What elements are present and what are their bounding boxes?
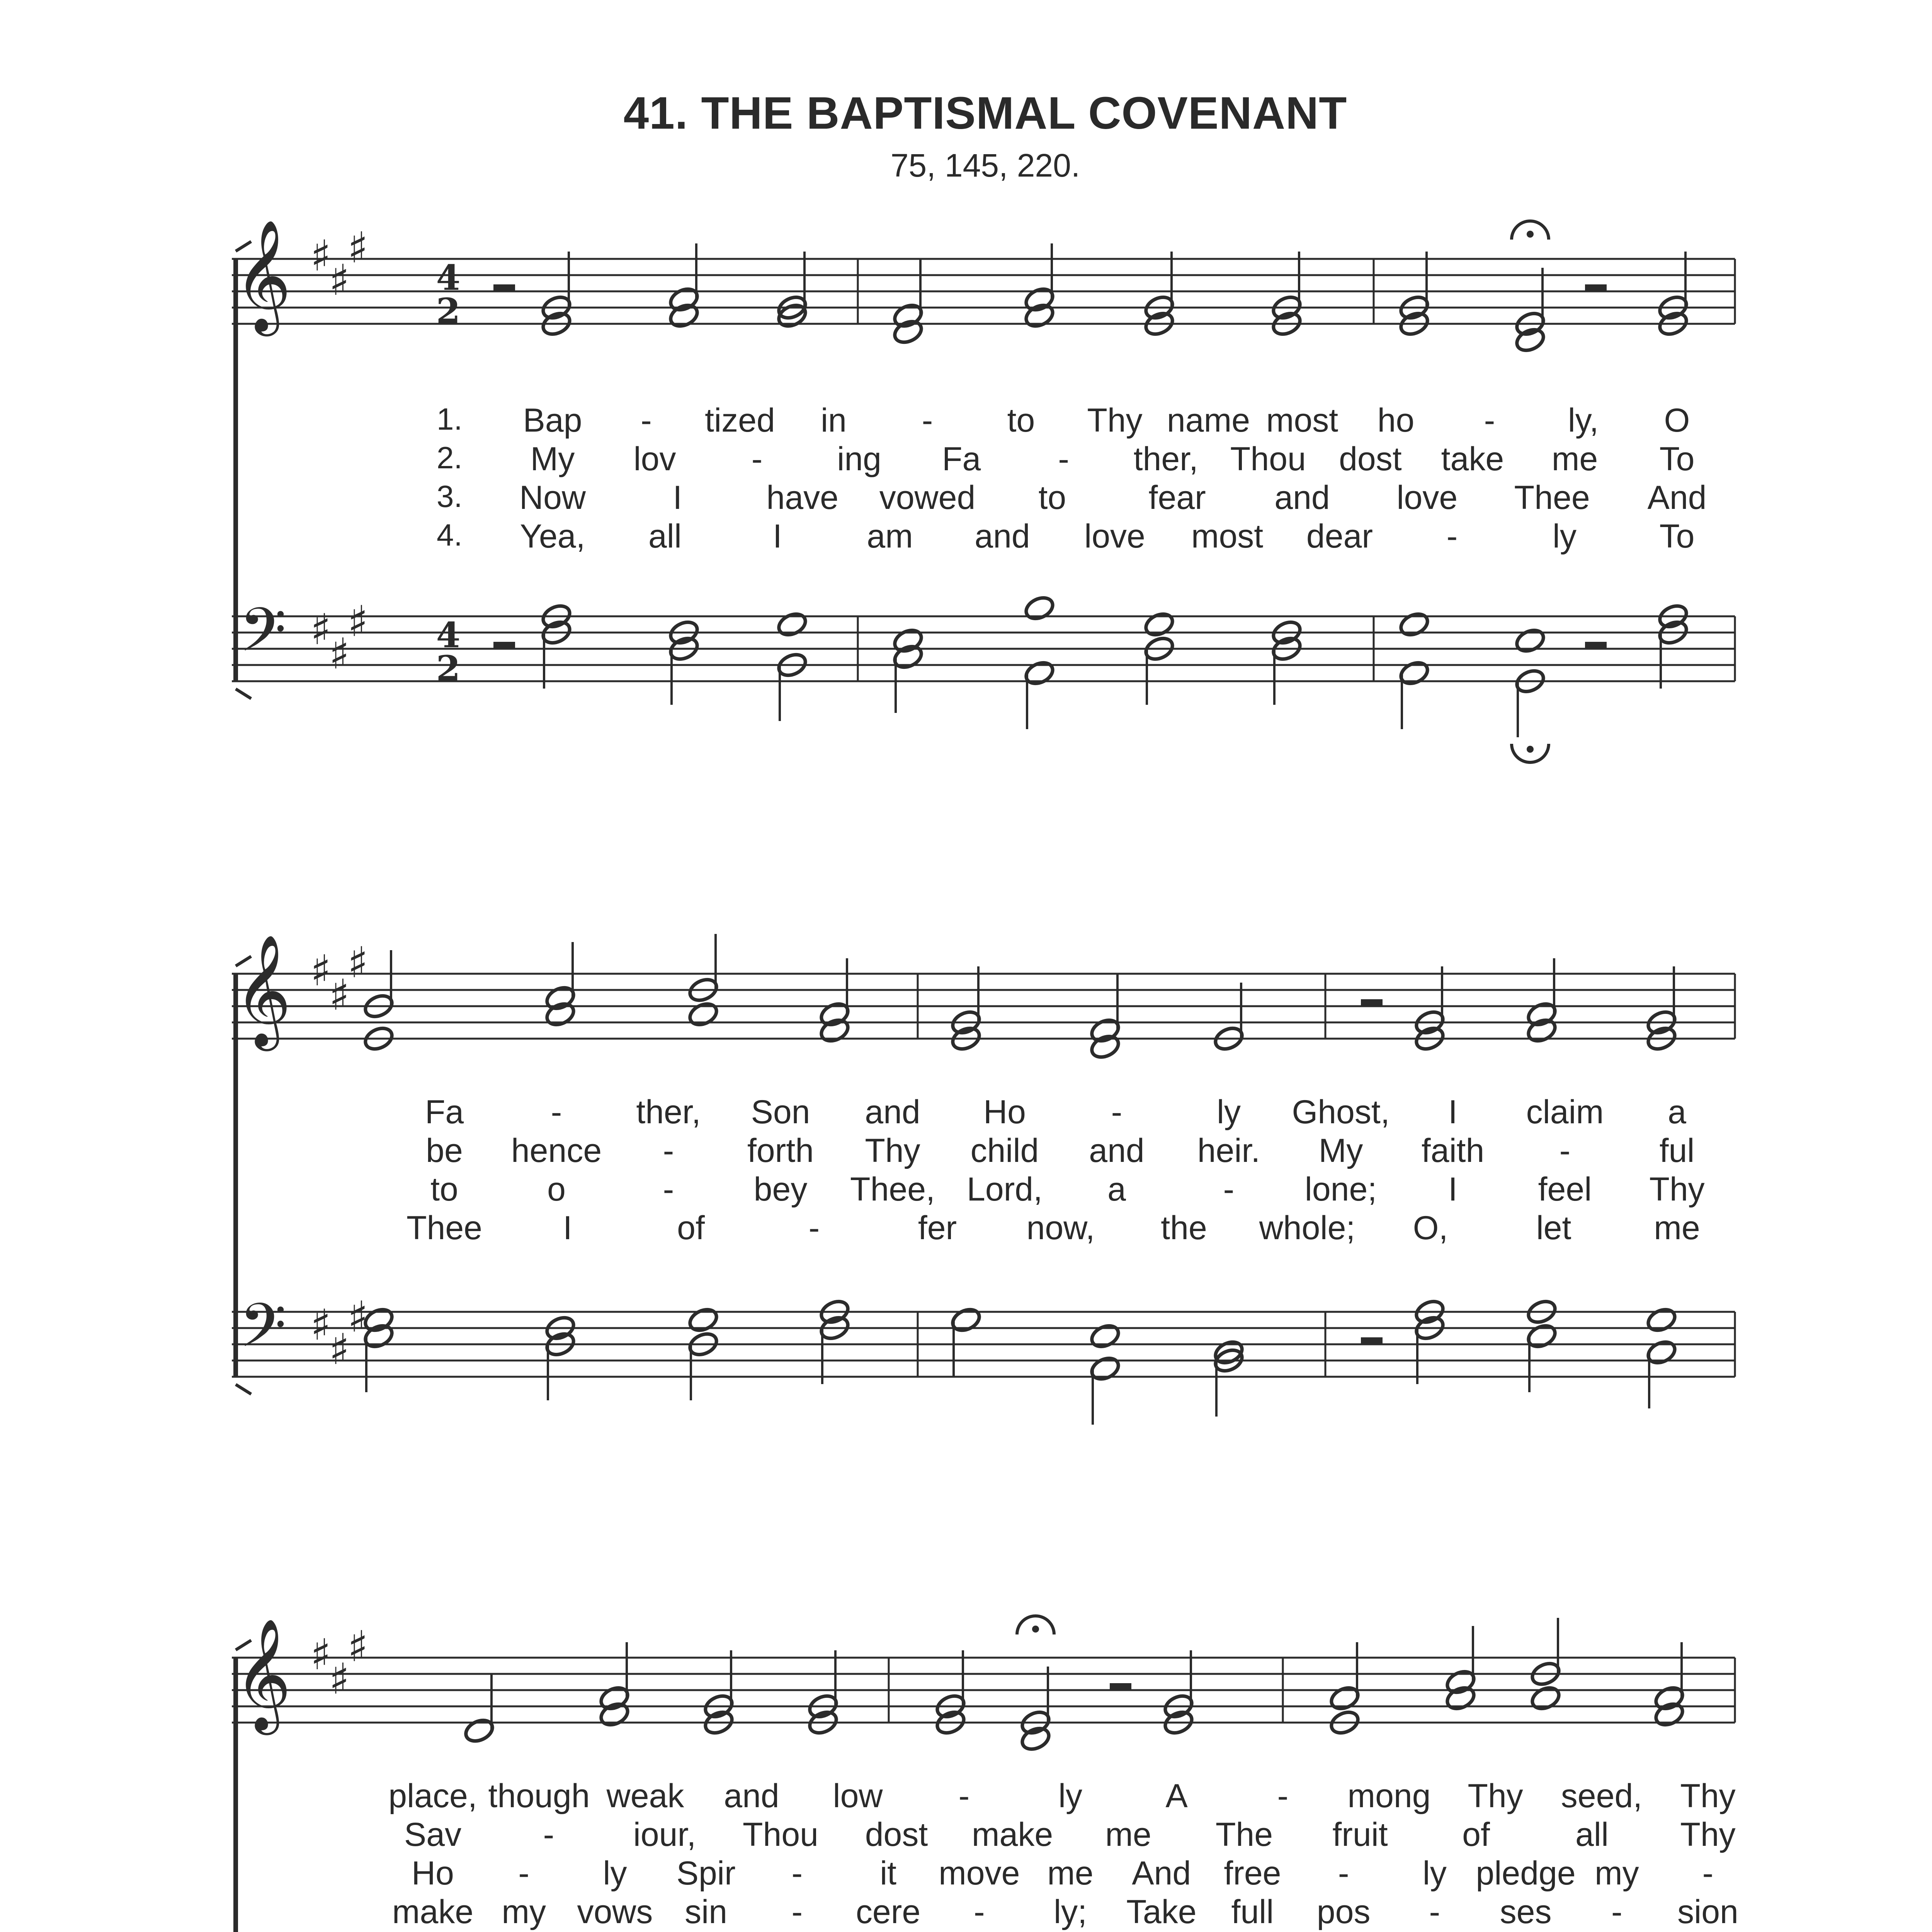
lyric-syllable: in	[821, 402, 847, 439]
lyric-syllable: ful	[1659, 1132, 1695, 1169]
lyric-hyphen: -	[1429, 1893, 1440, 1930]
sharp-icon: ♯	[329, 1654, 350, 1704]
lyric-syllable: whole;	[1259, 1209, 1355, 1247]
sharp-icon: ♯	[310, 946, 331, 995]
lyric-syllable: to	[430, 1171, 458, 1208]
bass-note	[1088, 1322, 1122, 1350]
lyric-syllable: Now	[519, 479, 586, 516]
lyric-syllable: make	[971, 1816, 1053, 1853]
lyric-hyphen: -	[922, 402, 933, 439]
lyric-syllable: And	[1647, 479, 1707, 516]
lyric-syllable: to	[1038, 479, 1066, 516]
lyric-syllable: Lord,	[966, 1171, 1043, 1208]
lyric-hyphen: -	[1111, 1094, 1122, 1131]
lyric-syllable: Ghost,	[1292, 1094, 1390, 1131]
lyric-syllable: ly;	[1054, 1893, 1087, 1930]
sharp-icon: ♯	[347, 1622, 368, 1671]
lyric-syllable: Thy	[1680, 1816, 1736, 1853]
lyric-syllable: And	[1132, 1855, 1191, 1892]
lyric-hyphen: -	[641, 402, 652, 439]
lyric-syllable: hence	[511, 1132, 602, 1169]
lyric-syllable: Thou	[742, 1816, 819, 1853]
lyric-hyphen: -	[791, 1855, 803, 1892]
lyric-syllable: Son	[751, 1094, 810, 1131]
treble-clef-icon: 𝄞	[234, 934, 291, 1046]
lyric-syllable: My	[1318, 1132, 1363, 1169]
lyric-syllable: ther,	[1133, 440, 1198, 478]
lyric-syllable: ther,	[636, 1094, 701, 1131]
lyric-syllable: weak	[606, 1777, 684, 1815]
lyric-syllable: lone;	[1304, 1171, 1377, 1208]
lyric-syllable: Thy	[1649, 1171, 1705, 1208]
lyric-syllable: my	[502, 1893, 546, 1930]
half-rest	[1585, 284, 1607, 291]
sharp-icon: ♯	[347, 597, 368, 646]
lyric-syllable: ly	[1552, 518, 1577, 555]
sharp-icon: ♯	[329, 1325, 350, 1374]
lyric-syllable: all	[648, 518, 682, 555]
lyric-hyphen: -	[751, 440, 763, 478]
hymn-reference-numbers: 75, 145, 220.	[890, 147, 1080, 184]
lyric-syllable: most	[1191, 518, 1264, 555]
lyric-syllable: iour,	[633, 1816, 696, 1853]
lyric-syllable: me	[1105, 1816, 1151, 1853]
lyric-syllable: sin	[685, 1893, 728, 1930]
lyric-syllable: fruit	[1332, 1816, 1388, 1853]
lyric-syllable: me	[1047, 1855, 1094, 1892]
lyric-syllable: of	[677, 1209, 705, 1247]
lyric-syllable: me	[1654, 1209, 1700, 1247]
lyric-syllable: I	[1448, 1171, 1458, 1208]
lyric-syllable: me	[1551, 440, 1598, 478]
lyric-syllable: and	[975, 518, 1030, 555]
lyric-syllable: the	[1161, 1209, 1207, 1247]
lyric-syllable: I	[773, 518, 782, 555]
lyric-hyphen: -	[958, 1777, 970, 1815]
lyric-syllable: love	[1084, 518, 1145, 555]
lyric-syllable: and	[865, 1094, 920, 1131]
lyric-syllable: Fa	[425, 1094, 464, 1131]
lyric-syllable: vowed	[879, 479, 976, 516]
lyric-hyphen: -	[543, 1816, 554, 1853]
verse-number: 3.	[437, 479, 463, 514]
lyric-hyphen: -	[1559, 1132, 1571, 1169]
lyric-syllable: name	[1167, 402, 1250, 439]
lyric-syllable: Bap	[523, 402, 582, 439]
lyric-hyphen: -	[808, 1209, 820, 1247]
bass-note	[1514, 626, 1547, 655]
system-bracket	[236, 1384, 251, 1394]
lyric-syllable: seed,	[1561, 1777, 1643, 1815]
lyric-syllable: Thou	[1230, 440, 1306, 478]
lyric-syllable: To	[1659, 518, 1695, 555]
lyric-hyphen: -	[1484, 402, 1495, 439]
bass-note	[1143, 610, 1176, 639]
lyric-syllable: and	[1274, 479, 1330, 516]
lyric-syllable: move	[939, 1855, 1020, 1892]
lyric-hyphen: -	[1223, 1171, 1235, 1208]
lyric-hyphen: -	[1058, 440, 1070, 478]
sharp-icon: ♯	[310, 605, 331, 654]
treble-clef-icon: 𝄞	[234, 219, 291, 331]
verse-number: 2.	[437, 440, 463, 475]
lyric-syllable: tized	[705, 402, 775, 439]
time-signature-bottom: 2	[436, 291, 461, 332]
lyric-hyphen: -	[663, 1132, 674, 1169]
treble-clef-icon: 𝄞	[234, 1617, 291, 1730]
lyric-syllable: ly	[603, 1855, 627, 1892]
time-signature-top: 4	[436, 257, 461, 298]
bass-note	[1398, 610, 1431, 639]
lyric-syllable: The	[1215, 1816, 1273, 1853]
bass-note	[1645, 1306, 1678, 1334]
lyric-syllable: dear	[1306, 518, 1373, 555]
lyric-hyphen: -	[973, 1893, 985, 1930]
lyric-syllable: ing	[837, 440, 882, 478]
lyric-syllable: low	[833, 1777, 883, 1815]
lyric-syllable: I	[1448, 1094, 1458, 1131]
half-rest	[493, 642, 515, 649]
lyric-syllable: forth	[747, 1132, 814, 1169]
lyric-syllable: vows	[577, 1893, 653, 1930]
lyric-syllable: and	[724, 1777, 779, 1815]
lyric-syllable: a	[1668, 1094, 1686, 1131]
lyric-hyphen: -	[791, 1893, 803, 1930]
lyric-syllable: pos	[1316, 1893, 1371, 1930]
half-rest	[1361, 999, 1383, 1006]
half-rest	[493, 284, 515, 291]
sharp-icon: ♯	[347, 1292, 368, 1342]
lyric-syllable: bey	[753, 1171, 808, 1208]
lyric-syllable: claim	[1526, 1094, 1604, 1131]
lyric-syllable: cere	[855, 1893, 921, 1930]
lyric-syllable: fear	[1148, 479, 1206, 516]
sharp-icon: ♯	[347, 938, 368, 987]
lyric-syllable: I	[563, 1209, 572, 1247]
lyric-syllable: full	[1231, 1893, 1274, 1930]
lyric-syllable: Fa	[942, 440, 981, 478]
lyric-hyphen: -	[1702, 1855, 1714, 1892]
sharp-icon: ♯	[329, 629, 350, 679]
lyric-syllable: of	[1462, 1816, 1490, 1853]
time-signature-top: 4	[436, 615, 461, 656]
lyric-syllable: ly	[1058, 1777, 1083, 1815]
lyric-syllable: My	[530, 440, 575, 478]
lyric-syllable: it	[880, 1855, 897, 1892]
bass-note	[1023, 594, 1056, 622]
lyric-syllable: I	[673, 479, 682, 516]
lyric-syllable: Thee	[1514, 479, 1590, 516]
lyric-syllable: dost	[1339, 440, 1402, 478]
lyric-syllable: To	[1659, 440, 1695, 478]
lyric-syllable: my	[1594, 1855, 1639, 1892]
lyric-syllable: dost	[865, 1816, 928, 1853]
lyric-syllable: ho	[1377, 402, 1415, 439]
lyric-syllable: let	[1536, 1209, 1571, 1247]
hymn-title: 41. THE BAPTISMAL COVENANT	[623, 88, 1347, 139]
lyric-syllable: heir.	[1197, 1132, 1260, 1169]
lyric-hyphen: -	[1446, 518, 1458, 555]
sharp-icon: ♯	[329, 970, 350, 1020]
lyric-syllable: Thy	[865, 1132, 920, 1169]
fermata-icon	[1527, 231, 1534, 238]
sharp-icon: ♯	[329, 255, 350, 305]
lyric-syllable: lov	[633, 440, 676, 478]
sharp-icon: ♯	[347, 223, 368, 272]
verse-number: 4.	[437, 518, 463, 552]
system-bracket	[236, 689, 251, 699]
lyric-hyphen: -	[663, 1171, 674, 1208]
lyric-syllable: pledge	[1476, 1855, 1576, 1892]
lyric-syllable: O,	[1413, 1209, 1448, 1247]
lyric-syllable: O	[1664, 402, 1690, 439]
bass-clef-icon: 𝄢	[239, 595, 287, 680]
lyric-hyphen: -	[551, 1094, 562, 1131]
lyric-syllable: Spir	[676, 1855, 736, 1892]
sharp-icon: ♯	[310, 1630, 331, 1679]
fermata-icon	[1527, 746, 1534, 753]
lyric-syllable: be	[426, 1132, 463, 1169]
verse-number: 1.	[437, 402, 463, 436]
lyric-syllable: have	[766, 479, 838, 516]
lyric-syllable: Yea,	[520, 518, 585, 555]
lyric-syllable: make	[392, 1893, 474, 1930]
lyric-syllable: Thy	[1468, 1777, 1523, 1815]
lyric-syllable: ly	[1422, 1855, 1447, 1892]
lyric-syllable: Thy	[1680, 1777, 1736, 1815]
lyric-syllable: ses	[1500, 1893, 1552, 1930]
lyric-syllable: faith	[1421, 1132, 1485, 1169]
lyric-syllable: Thee,	[850, 1171, 935, 1208]
lyric-syllable: Ho	[412, 1855, 454, 1892]
sharp-icon: ♯	[310, 231, 331, 281]
lyric-syllable: take	[1441, 440, 1504, 478]
lyric-syllable: o	[547, 1171, 566, 1208]
lyric-syllable: am	[867, 518, 913, 555]
lyric-syllable: now,	[1026, 1209, 1095, 1247]
lyric-syllable: to	[1007, 402, 1035, 439]
half-rest	[1585, 642, 1607, 649]
lyric-syllable: fer	[918, 1209, 957, 1247]
lyric-syllable: though	[488, 1777, 590, 1815]
treble-note	[1529, 1684, 1562, 1713]
bass-note	[776, 610, 809, 639]
lyric-syllable: feel	[1538, 1171, 1592, 1208]
lyric-syllable: most	[1266, 402, 1338, 439]
lyric-hyphen: -	[1338, 1855, 1349, 1892]
lyric-syllable: sion	[1677, 1893, 1738, 1930]
lyric-syllable: mong	[1347, 1777, 1431, 1815]
lyric-syllable: ly,	[1568, 402, 1599, 439]
lyric-syllable: Sav	[404, 1816, 462, 1853]
bass-clef-icon: 𝄢	[239, 1290, 287, 1376]
half-rest	[1110, 1683, 1131, 1690]
bass-note	[687, 1306, 720, 1334]
half-rest	[1361, 1337, 1383, 1344]
treble-note	[687, 1000, 720, 1029]
lyric-hyphen: -	[1277, 1777, 1289, 1815]
lyric-syllable: free	[1224, 1855, 1281, 1892]
lyric-syllable: all	[1575, 1816, 1609, 1853]
lyric-syllable: love	[1396, 479, 1458, 516]
lyric-syllable: a	[1107, 1171, 1126, 1208]
lyric-syllable: and	[1089, 1132, 1145, 1169]
fermata-icon	[1032, 1626, 1039, 1633]
lyric-syllable: ly	[1216, 1094, 1241, 1131]
time-signature-bottom: 2	[436, 648, 461, 689]
lyric-hyphen: -	[1611, 1893, 1622, 1930]
sharp-icon: ♯	[310, 1300, 331, 1350]
lyric-syllable: A	[1165, 1777, 1188, 1815]
lyric-syllable: Thee	[406, 1209, 483, 1247]
lyric-syllable: place,	[388, 1777, 477, 1815]
lyric-syllable: Take	[1126, 1893, 1197, 1930]
lyric-syllable: Ho	[983, 1094, 1026, 1131]
lyric-syllable: child	[970, 1132, 1039, 1169]
lyric-syllable: Thy	[1087, 402, 1143, 439]
lyric-hyphen: -	[518, 1855, 530, 1892]
